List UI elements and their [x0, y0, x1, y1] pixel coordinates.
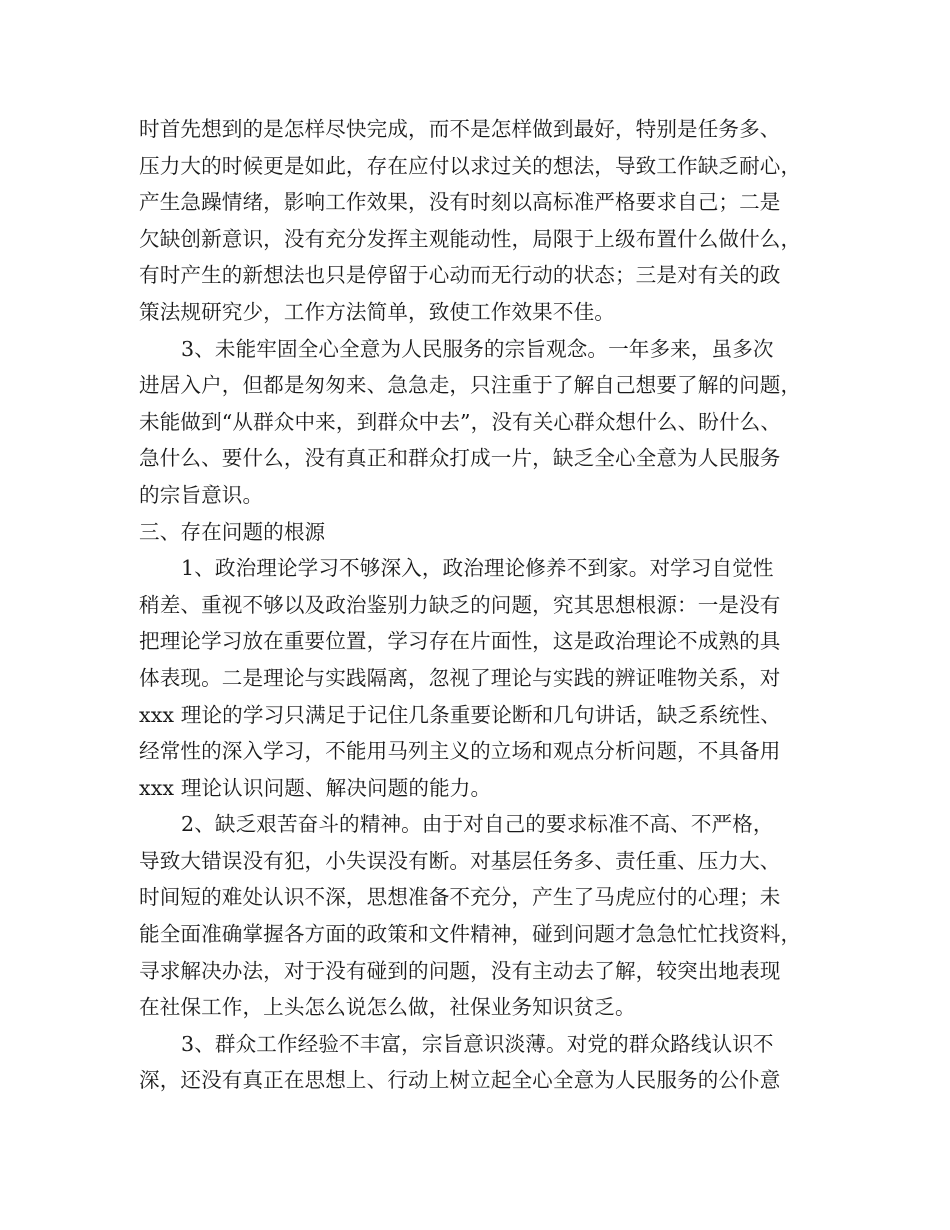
body-line: 把理论学习放在重要位置，学习存在片面性，这是政治理论不成熟的具: [139, 629, 781, 654]
paragraph-start-line: 3、未能牢固全心全意为人民服务的宗旨观念。一年多来，虽多次: [181, 336, 774, 361]
body-line: 深，还没有真正在思想上、行动上树立起全心全意为人民服务的公仆意: [139, 1068, 781, 1093]
body-line: 欠缺创新意识，没有充分发挥主观能动性，局限于上级布置什么做什么，: [139, 226, 802, 251]
body-line: 时间短的难处认识不深，思想准备不充分，产生了马虎应付的心理；未: [139, 885, 781, 910]
body-line: 未能做到“从群众中来，到群众中去”，没有关心群众想什么、盼什么、: [139, 409, 782, 434]
body-line: xxx 理论认识问题、解决问题的能力。: [139, 775, 492, 800]
body-line: 寻求解决办法，对于没有碰到的问题，没有主动去了解，较突出地表现: [139, 958, 781, 983]
paragraph-start-line: 2、缺乏艰苦奋斗的精神。由于对自己的要求标准不高、不严格，: [181, 812, 774, 837]
body-line: 稍差、重视不够以及政治鉴别力缺乏的问题，究其思想根源：一是没有: [139, 592, 781, 617]
body-line: 在社保工作，上头怎么说怎么做，社保业务知识贫乏。: [139, 995, 636, 1020]
body-line: 压力大的时候更是如此，存在应付以求过关的想法，导致工作缺乏耐心，: [139, 153, 802, 178]
document-body: [139, 111, 839, 1099]
body-line: 急什么、要什么，没有真正和群众打成一片，缺乏全心全意为人民服务: [139, 446, 781, 471]
paragraph-start-line: 3、群众工作经验不丰富，宗旨意识淡薄。对党的群众路线认识不: [181, 1031, 774, 1056]
body-line: 进居入户，但都是匆匆来、急急走，只注重于了解自己想要了解的问题，: [139, 373, 802, 398]
body-line: xxx 理论的学习只满足于记住几条重要论断和几句讲话，缺乏系统性、: [139, 702, 781, 727]
body-line: 时首先想到的是怎样尽快完成，而不是怎样做到最好，特别是任务多、: [139, 117, 781, 141]
body-line: 能全面准确掌握各方面的政策和文件精神，碰到问题才急急忙忙找资料，: [139, 922, 802, 947]
paragraph-start-line: 1、政治理论学习不够深入，政治理论修养不到家。对学习自觉性: [181, 556, 774, 581]
body-line: 经常性的深入学习，不能用马列主义的立场和观点分析问题，不具备用: [139, 739, 781, 764]
body-line: 导致大错误没有犯，小失误没有断。对基层任务多、责任重、压力大、: [139, 848, 781, 873]
body-line: 产生急躁情绪，影响工作效果，没有时刻以高标准严格要求自己；二是: [139, 190, 781, 215]
body-line: 有时产生的新想法也只是停留于心动而无行动的状态；三是对有关的政: [139, 263, 781, 288]
body-line: 体表现。二是理论与实践隔离，忽视了理论与实践的辨证唯物关系，对: [139, 665, 781, 690]
section-heading: 三、存在问题的根源: [139, 519, 326, 544]
body-line: 策法规研究少，工作方法简单，致使工作效果不佳。: [139, 299, 615, 324]
body-line: 的宗旨意识。: [139, 482, 264, 507]
